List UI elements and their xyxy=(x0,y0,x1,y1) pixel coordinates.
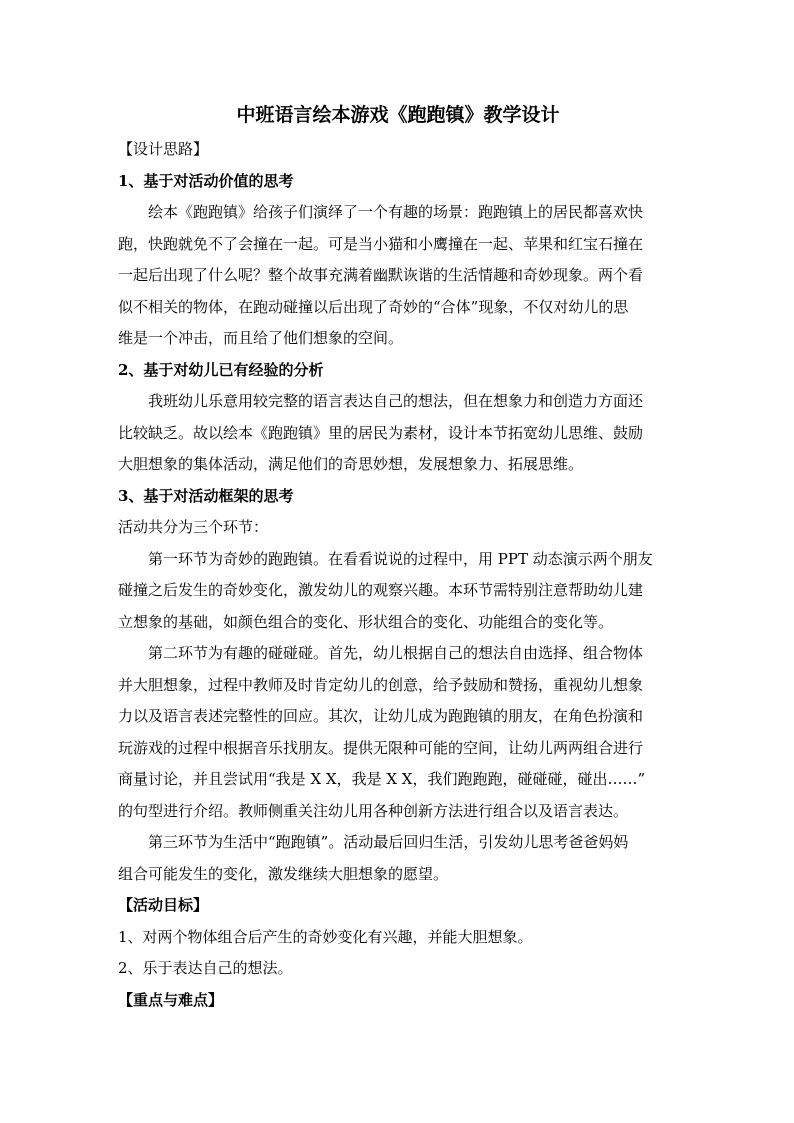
paragraph-line: 力以及语言表述完整性的回应。其次，让幼儿成为跑跑镇的朋友，在角色扮演和 xyxy=(118,707,644,725)
paragraph-framework-intro: 活动共分为三个环节： xyxy=(118,518,269,536)
document-page xyxy=(118,100,678,1016)
paragraph-line: 似不相关的物体，在跑动碰撞以后出现了奇妙的“合体”现象，不仅对幼儿的思 xyxy=(118,297,629,316)
paragraph-stage-three xyxy=(118,827,678,890)
paragraph-line: 商量讨论，并且尝试用“我是 X X，我是 X X，我们跑跑跑，碰碰碰，碰出……” xyxy=(118,770,646,788)
paragraph-line: 立想象的基础，如颜色组合的变化、形状组合的变化、功能组合的变化等。 xyxy=(118,612,614,631)
paragraph-line: 大胆想象的集体活动，满足他们的奇思妙想，发展想象力、拓展思维。 xyxy=(118,455,584,473)
subheading-activity-framework: 3、基于对活动框架的思考 xyxy=(118,486,294,505)
paragraph-line: 我班幼儿乐意用较完整的语言表达自己的想法，但在想象力和创造力方面还 xyxy=(148,392,644,410)
section-heading-goals: 【活动目标】 xyxy=(118,896,209,914)
subheading-activity-value: 1、基于对活动价值的思考 xyxy=(118,171,294,190)
paragraph-line: 第三环节为生活中“跑跑镇”。活动最后回归生活，引发幼儿思考爸爸妈妈 xyxy=(148,833,629,851)
paragraph-line: 第二环节为有趣的碰碰碰。首先，幼儿根据自己的想法自由选择、组合物体 xyxy=(148,644,644,662)
paragraph-stage-one xyxy=(118,544,678,639)
paragraph-line: 并大胆想象，过程中教师及时肯定幼儿的创意，给予鼓励和赞扬，重视幼儿想象 xyxy=(118,675,644,694)
paragraph-line: 第一环节为奇妙的跑跑镇。在看看说说的过程中，用 PPT 动态演示两个朋友 xyxy=(148,549,653,568)
paragraph-line: 跑，快跑就免不了会撞在一起。可是当小猫和小鹰撞在一起、苹果和红宝石撞在 xyxy=(118,234,644,253)
section-heading-key-points: 【重点与难点】 xyxy=(118,990,224,1009)
paragraph-stage-two xyxy=(118,638,678,827)
goal-item: 1、对两个物体组合后产生的奇妙变化有兴趣，并能大胆想象。 xyxy=(118,927,533,946)
paragraph-line: 比较缺乏。故以绘本《跑跑镇》里的居民为素材，设计本节拓宽幼儿思维、鼓励 xyxy=(118,423,644,442)
paragraph-activity-value xyxy=(118,197,678,355)
paragraph-line: 一起后出现了什么呢？整个故事充满着幽默诙谐的生活情趣和奇妙现象。两个看 xyxy=(118,266,644,284)
section-heading-design: 【设计思路】 xyxy=(118,140,209,158)
paragraph-line: 碰撞之后发生的奇妙变化，激发幼儿的观察兴趣。本环节需特别注意帮助幼儿建 xyxy=(118,581,644,599)
document-title: 中班语言绘本游戏《跑跑镇》教学设计 xyxy=(236,104,560,126)
paragraph-line: 组合可能发生的变化，激发继续大胆想象的愿望。 xyxy=(118,864,449,883)
paragraph-child-experience xyxy=(118,386,678,481)
paragraph-line: 玩游戏的过程中根据音乐找朋友。提供无限种可能的空间，让幼儿两两组合进行 xyxy=(118,738,644,757)
paragraph-line: 维是一个冲击，而且给了他们想象的空间。 xyxy=(118,329,404,347)
paragraph-line: 绘本《跑跑镇》给孩子们演绎了一个有趣的场景：跑跑镇上的居民都喜欢快 xyxy=(148,203,644,221)
paragraph-line: 的句型进行介绍。教师侧重关注幼儿用各种创新方法进行组合以及语言表达。 xyxy=(118,801,629,820)
subheading-child-experience: 2、基于对幼儿已有经验的分析 xyxy=(118,360,324,379)
goal-item: 2、乐于表达自己的想法。 xyxy=(118,959,293,977)
